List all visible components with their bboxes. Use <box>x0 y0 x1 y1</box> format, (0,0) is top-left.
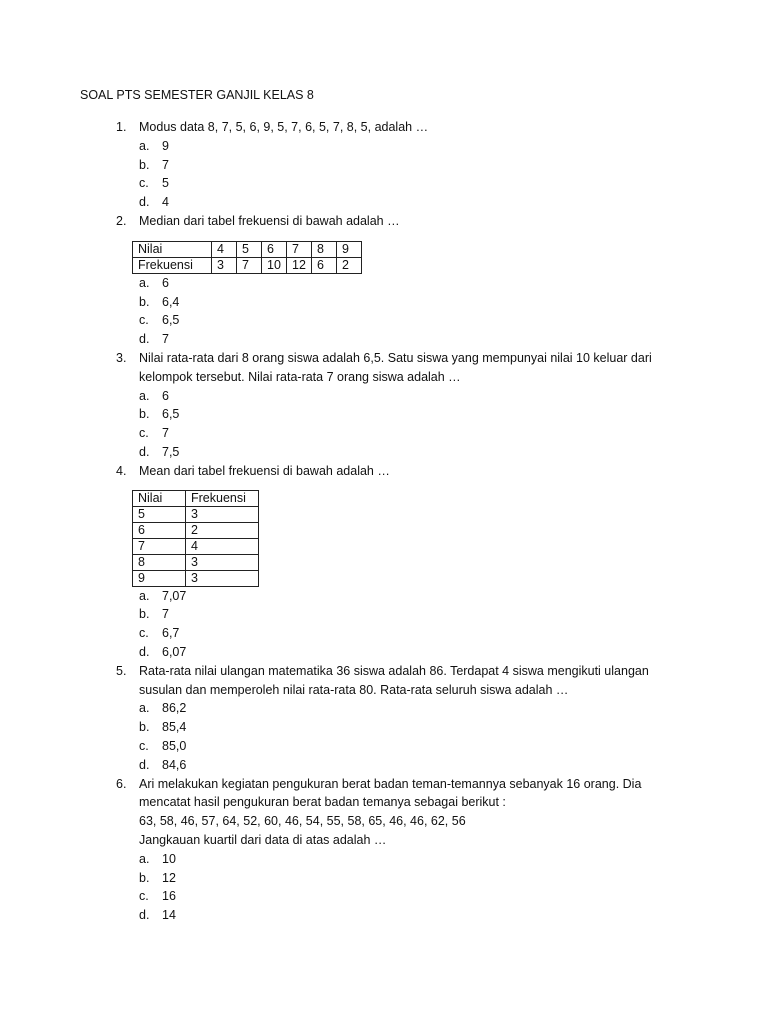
option-label: c. <box>139 176 149 191</box>
option-a <box>0 587 768 606</box>
option-text: 6,4 <box>162 294 180 309</box>
option-label: d. <box>139 644 150 659</box>
option-a <box>0 850 768 869</box>
option-list <box>0 699 768 774</box>
option-text: 10 <box>162 851 176 866</box>
option-d <box>0 443 768 462</box>
table-cell: 3 <box>186 506 259 522</box>
option-text: 85,0 <box>162 738 187 753</box>
table-cell: 7 <box>237 257 262 273</box>
table-cell: 2 <box>186 522 259 538</box>
option-text: 84,6 <box>162 757 187 772</box>
table-cell: 4 <box>212 241 237 257</box>
option-text: 6 <box>162 388 169 403</box>
option-label: c. <box>139 426 149 441</box>
question-number: 5. <box>116 663 127 678</box>
option-b <box>0 718 768 737</box>
option-label: a. <box>139 138 150 153</box>
table-cell: 8 <box>133 554 186 570</box>
option-list <box>0 274 768 349</box>
column-header: Nilai <box>133 490 186 506</box>
option-text: 6,5 <box>162 407 180 422</box>
option-list <box>0 137 768 212</box>
option-label: d. <box>139 444 150 459</box>
option-text: 7,5 <box>162 444 180 459</box>
table-cell: 6 <box>312 257 337 273</box>
option-c <box>0 737 768 756</box>
option-text: 6,07 <box>162 644 187 659</box>
column-header: Frekuensi <box>186 490 259 506</box>
option-label: a. <box>139 588 150 603</box>
option-label: a. <box>139 701 150 716</box>
question-prompt-line: Jangkauan kuartil dari data di atas adalah … <box>139 832 387 847</box>
option-label: b. <box>139 157 150 172</box>
option-text: 16 <box>162 889 176 904</box>
row-header: Nilai <box>133 241 212 257</box>
question-1 <box>0 118 768 212</box>
option-label: b. <box>139 870 150 885</box>
option-label: a. <box>139 388 150 403</box>
option-d <box>0 193 768 212</box>
option-label: b. <box>139 720 150 735</box>
option-text: 4 <box>162 195 169 210</box>
option-b <box>0 405 768 424</box>
table-row-nilai <box>133 241 362 257</box>
option-label: c. <box>139 313 149 328</box>
option-text: 7,07 <box>162 588 187 603</box>
question-text: Mean dari tabel frekuensi di bawah adalah … <box>139 463 390 478</box>
table-cell: 9 <box>337 241 362 257</box>
option-label: d. <box>139 908 150 923</box>
table-cell: 2 <box>337 257 362 273</box>
option-text: 6,7 <box>162 626 180 641</box>
question-number: 3. <box>116 350 127 365</box>
option-label: d. <box>139 757 150 772</box>
option-label: b. <box>139 294 150 309</box>
table-cell: 6 <box>133 522 186 538</box>
table-row <box>133 570 259 586</box>
table-row <box>133 506 259 522</box>
option-label: b. <box>139 607 150 622</box>
row-header: Frekuensi <box>133 257 212 273</box>
option-b <box>0 605 768 624</box>
table-cell: 3 <box>212 257 237 273</box>
option-list <box>0 587 768 662</box>
option-b <box>0 156 768 175</box>
question-4 <box>0 462 768 662</box>
table-cell: 3 <box>186 554 259 570</box>
question-text: Rata-rata nilai ulangan matematika 36 siswa adalah 86. Terdapat 4 siswa mengikuti ulangan susulan dan memperoleh nilai rata-rata 80. Rata-rata seluruh siswa adalah … <box>139 663 649 697</box>
option-a <box>0 699 768 718</box>
option-text: 9 <box>162 138 169 153</box>
option-c <box>0 624 768 643</box>
option-label: d. <box>139 195 150 210</box>
option-label: d. <box>139 332 150 347</box>
table-cell: 9 <box>133 570 186 586</box>
option-text: 6 <box>162 275 169 290</box>
table-cell: 12 <box>287 257 312 273</box>
option-a <box>0 137 768 156</box>
option-text: 14 <box>162 908 176 923</box>
option-text: 7 <box>162 332 169 347</box>
table-cell: 5 <box>237 241 262 257</box>
option-d <box>0 756 768 775</box>
table-row <box>133 554 259 570</box>
option-text: 7 <box>162 607 169 622</box>
question-6 <box>0 775 768 925</box>
question-number: 1. <box>116 120 127 134</box>
option-text: 85,4 <box>162 720 187 735</box>
question-number: 4. <box>116 463 127 478</box>
option-c <box>0 424 768 443</box>
option-label: c. <box>139 738 149 753</box>
option-label: a. <box>139 275 150 290</box>
option-list <box>0 850 768 925</box>
question-number: 2. <box>116 213 127 228</box>
option-label: a. <box>139 851 150 866</box>
table-row <box>133 522 259 538</box>
table-cell: 5 <box>133 506 186 522</box>
question-text: Nilai rata-rata dari 8 orang siswa adalah 6,5. Satu siswa yang mempunyai nilai 10 keluar dari kelompok tersebut. Nilai rata-rata 7 orang siswa adalah … <box>139 350 652 384</box>
option-text: 12 <box>162 870 176 885</box>
option-d <box>0 906 768 925</box>
option-b <box>0 869 768 888</box>
option-a <box>0 387 768 406</box>
option-b <box>0 293 768 312</box>
data-values-line: 63, 58, 46, 57, 64, 52, 60, 46, 54, 55, 58, 65, 46, 46, 62, 56 <box>139 814 466 829</box>
option-text: 86,2 <box>162 701 187 716</box>
option-label: b. <box>139 407 150 422</box>
question-5 <box>0 662 768 775</box>
question-text: Median dari tabel frekuensi di bawah adalah … <box>139 213 400 228</box>
option-c <box>0 174 768 193</box>
table-header-row <box>133 490 259 506</box>
question-text: Modus data 8, 7, 5, 6, 9, 5, 7, 6, 5, 7, 8, 5, adalah … <box>139 120 429 134</box>
option-text: 7 <box>162 157 169 172</box>
table-cell: 10 <box>262 257 287 273</box>
option-a <box>0 274 768 293</box>
option-d <box>0 330 768 349</box>
table-cell: 7 <box>287 241 312 257</box>
option-text: 7 <box>162 426 169 441</box>
option-label: c. <box>139 626 149 641</box>
table-cell: 6 <box>262 241 287 257</box>
table-cell: 8 <box>312 241 337 257</box>
frequency-table-vertical <box>132 490 259 587</box>
option-c <box>0 311 768 330</box>
option-list <box>0 387 768 462</box>
question-number: 6. <box>116 776 127 791</box>
document-title: SOAL PTS SEMESTER GANJIL KELAS 8 <box>80 88 314 102</box>
option-d <box>0 643 768 662</box>
table-cell: 3 <box>186 570 259 586</box>
question-list <box>0 118 768 925</box>
table-row-frekuensi <box>133 257 362 273</box>
question-2 <box>0 212 768 349</box>
table-cell: 7 <box>133 538 186 554</box>
option-label: c. <box>139 889 149 904</box>
table-cell: 4 <box>186 538 259 554</box>
table-row <box>133 538 259 554</box>
frequency-table-horizontal <box>132 241 362 274</box>
option-text: 5 <box>162 176 169 191</box>
option-text: 6,5 <box>162 313 180 328</box>
option-c <box>0 887 768 906</box>
question-text: Ari melakukan kegiatan pengukuran berat badan teman-temannya sebanyak 16 orang. Dia mencatat hasil pengukuran berat badan temanya sebagai berikut : <box>139 776 642 810</box>
question-3 <box>0 349 768 462</box>
